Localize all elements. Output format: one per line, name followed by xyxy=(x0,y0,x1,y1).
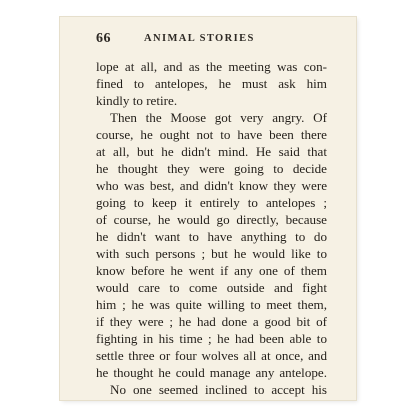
text-line: fighting in his time ; he had been able to xyxy=(96,331,327,346)
text-line: would care to come outside and fight xyxy=(96,280,327,295)
text-line: he didn't want to have anything to do xyxy=(96,229,327,244)
text-line: he thought they were going to decide xyxy=(96,161,327,176)
text-line: fined to antelopes, he must ask him xyxy=(96,76,327,91)
book-page xyxy=(60,17,356,400)
running-head: ANIMAL STORIES xyxy=(144,33,255,44)
text-line: kindly to retire. xyxy=(96,93,178,108)
text-line: know before he went if any one of them xyxy=(96,263,327,278)
text-line: settle three or four wolves all at once, and xyxy=(96,348,327,363)
text-line: him ; he was quite willing to meet them, xyxy=(96,297,327,312)
text-line: Then the Moose got very angry. Of xyxy=(110,110,327,125)
text-line: if they were ; he had done a good bit of xyxy=(96,314,327,329)
text-line: lope at all, and as the meeting was con- xyxy=(96,59,327,74)
text-line: of course, he would go directly, because xyxy=(96,212,327,227)
text-line: at all, but he didn't mind. He said that xyxy=(96,144,327,159)
text-line: he thought he could manage any antelope. xyxy=(96,365,327,380)
page-number: 66 xyxy=(96,31,111,46)
text-line: going to keep it entirely to antelopes ; xyxy=(96,195,327,210)
text-line: course, he ought not to have been there xyxy=(96,127,327,142)
text-line: No one seemed inclined to accept his xyxy=(110,382,327,397)
text-line: who was best, and didn't know they were xyxy=(96,178,327,193)
text-line: with such persons ; but he would like to xyxy=(96,246,327,261)
page-header xyxy=(96,31,326,51)
